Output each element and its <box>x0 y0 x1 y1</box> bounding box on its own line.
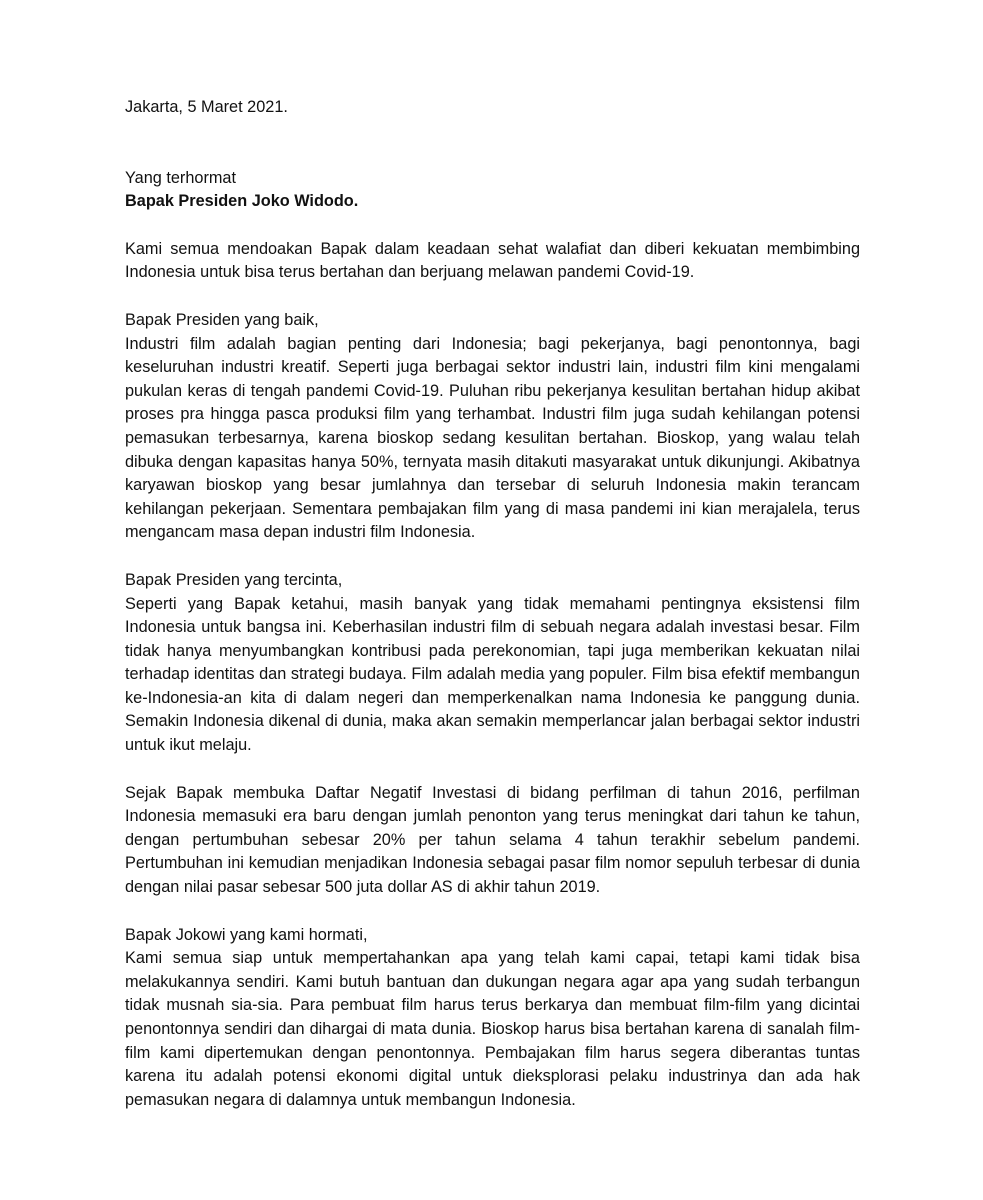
letter-page <box>125 96 860 1112</box>
greeting-3: Bapak Presiden yang tercinta, <box>125 570 343 589</box>
section-5 <box>125 924 860 1113</box>
salutation-block <box>125 167 860 214</box>
section-2 <box>125 309 860 545</box>
paragraph-5: Kami semua siap untuk mempertahankan apa yang telah kami capai, tetapi kami tidak bisa melakukannya sendiri. Kami butuh bantuan dan dukungan negara agar apa yang sudah terbangun tidak musnah sia-sia. Para pembuat film harus terus berkarya dan membuat film-film yang dicintai penontonnya sendiri dan dihargai di mata dunia. Bioskop harus bisa bertahan karena di sanalah film-film kami dipertemukan dengan penontonnya. Pembajakan film harus segera diberantas tuntas karena itu adalah potensi ekonomi digital untuk dieksplorasi pelaku industrinya dan ada hak pemasukan negara di dalamnya untuk membangun Indonesia. <box>125 949 860 1109</box>
salutation: Yang terhormat <box>125 168 237 187</box>
greeting-2: Bapak Presiden yang baik, <box>125 310 319 329</box>
paragraph-3: Seperti yang Bapak ketahui, masih banyak yang tidak memahami pentingnya eksistensi film Indonesia untuk bangsa ini. Keberhasilan industri film di sebuah negara adalah investasi besar. Film tidak hanya menyumbangkan kontribusi pada perekonomian, tapi juga memberikan kekuatan nilai terhadap identitas dan strategi budaya. Film adalah media yang populer. Film bisa efektif membangun ke-Indonesia-an kita di dalam negeri dan memperkenalkan nama Indonesia ke panggung dunia. Semakin Indonesia dikenal di dunia, maka akan semakin memperlancar jalan berbagai sektor industri untuk ikut melaju. <box>125 594 860 755</box>
letter-date: Jakarta, 5 Maret 2021. <box>125 98 288 116</box>
paragraph-1: Kami semua mendoakan Bapak dalam keadaan sehat walafiat dan diberi kekuatan membimbing Indonesia untuk bisa terus bertahan dan berjuang melawan pandemi Covid-19. <box>125 239 860 282</box>
paragraph-4: Sejak Bapak membuka Daftar Negatif Investasi di bidang perfilman di tahun 2016, perfilman Indonesia memasuki era baru dengan jumlah penonton yang terus meningkat dari tahun ke tahun, dengan pertumbuhan sebesar 20% per tahun selama 4 tahun terakhir sebelum pandemi. Pertumbuhan ini kemudian menjadikan Indonesia sebagai pasar film nomor sepuluh terbesar di dunia dengan nilai pasar sebesar 500 juta dollar AS di akhir tahun 2019. <box>125 783 860 897</box>
paragraph-2: Industri film adalah bagian penting dari Indonesia; bagi pekerjanya, bagi penontonnya, bagi keseluruhan industri kreatif. Seperti juga berbagai sektor industri lain, industri film kini mengalami pukulan keras di tengah pandemi Covid-19. Puluhan ribu pekerjanya kesulitan bertahan hidup akibat proses pra hingga pasca produksi film yang terhambat. Industri film juga sudah kehilangan potensi pemasukan terbesarnya, karena bioskop sedang kesulitan bertahan. Bioskop, yang walau telah dibuka dengan kapasitas hanya 50%, ternyata masih ditakuti masyarakat untuk dikunjungi. Akibatnya karyawan bioskop yang besar jumlahnya dan tersebar di seluruh Indonesia makin terancam kehilangan pekerjaan. Sementara pembajakan film yang di masa pandemi ini kian merajalela, terus mengancam masa depan industri film Indonesia. <box>125 334 860 542</box>
recipient: Bapak Presiden Joko Widodo. <box>125 192 359 211</box>
section-3 <box>125 569 860 758</box>
greeting-5: Bapak Jokowi yang kami hormati, <box>125 925 368 944</box>
